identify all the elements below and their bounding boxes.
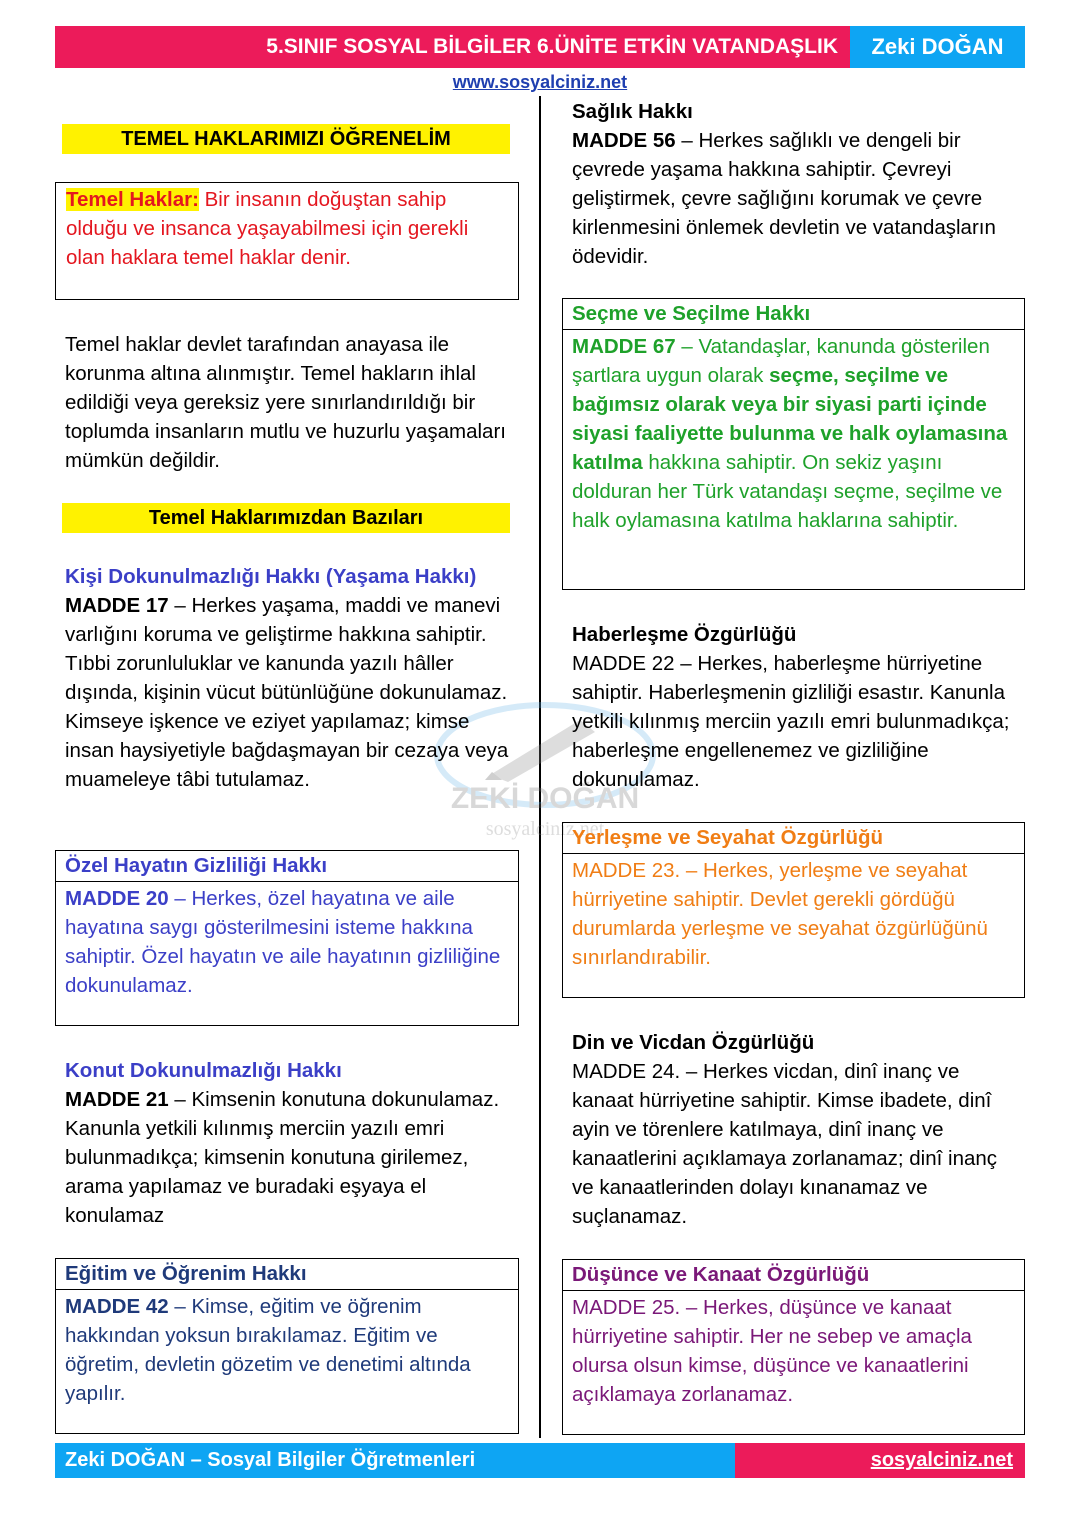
secme-title: Seçme ve Seçilme Hakkı <box>563 299 1024 330</box>
egitim-body <box>56 1290 518 1410</box>
dusunce-title: Düşünce ve Kanaat Özgürlüğü <box>563 1260 1024 1291</box>
watermark-site: sosyalciniz.net <box>485 818 605 840</box>
yerlesme-box <box>562 822 1025 998</box>
saglik-madde: MADDE 56 <box>572 129 676 152</box>
intro-paragraph: Temel haklar devlet tarafından anayasa ile korunma altına alınmıştır. Temel hakların ihlal edildiği veya gereksiz yere sınırlandırıldığı bir toplumda insanların mutlu ve huzurlu yaşamaları mümkün değildir. <box>65 333 506 472</box>
konut-section <box>65 1056 515 1230</box>
secme-text1: – Vatandaşlar, kanunda gösterilen şartlara uygun olarak <box>572 335 990 387</box>
secme-box <box>562 298 1025 590</box>
saglik-body <box>572 126 1020 271</box>
secme-body <box>563 330 1024 537</box>
kisi-text: – Herkes yaşama, maddi ve manevi varlığını koruma ve geliştirme hakkına sahiptir. Tıbbi zorunluluklar ve kanunda yazılı hâller dışında, kişinin vücut bütünlüğüne dokunulamaz. Kimseye işkence ve eziyet yapılamaz; kimse insan haysiyetiyle bağdaşmayan bir cezaya veya muameleye tâbi tutulamaz. <box>65 594 509 791</box>
definition-body: Bir insanın doğuştan sahip olduğu ve insanca yaşayabilmesi için gerekli olan haklara temel haklar denir. <box>66 188 469 269</box>
watermark-name: ZEKİ DOĞAN <box>450 782 640 815</box>
saglik-section <box>572 97 1020 271</box>
haber-section <box>572 620 1020 794</box>
egitim-madde: MADDE 42 <box>65 1295 169 1318</box>
din-text: MADDE 24. – Herkes vicdan, dinî inanç ve kanaat hürriyetine sahiptir. Kimse ibadete, dinî ayin ve törenlere katılmaya, dinî inanç ve kanaatlerini açıklamaya zorlanamaz; dinî inanç ve kanaatlerinden dolayı kınanamaz ve suçlanamaz. <box>572 1060 998 1228</box>
konut-title: Konut Dokunulmazlığı Hakkı <box>65 1059 342 1082</box>
dusunce-text: MADDE 25. – Herkes, düşünce ve kanaat hürriyetine sahiptir. Her ne sebep ve amaçla olursa olsun kimse, düşünce ve kanaatlerini açıklamaya zorlanamaz. <box>572 1296 972 1406</box>
definition-term: Temel Haklar: <box>66 188 199 211</box>
dusunce-box <box>562 1259 1025 1435</box>
header-title: 5.SINIF SOSYAL BİLGİLER 6.ÜNİTE ETKİN VATANDAŞLIK <box>55 26 850 68</box>
konut-madde: MADDE 21 <box>65 1088 169 1111</box>
kisi-title: Kişi Dokunulmazlığı Hakkı (Yaşama Hakkı) <box>65 565 477 588</box>
website-link[interactable]: www.sosyalciniz.net <box>452 72 628 92</box>
secme-bold: seçme, seçilme ve bağımsız olarak veya bir siyasi parti içinde siyasi faaliyette bulunma ve halk oylamasına katılma <box>572 364 1008 474</box>
ozel-madde: MADDE 20 <box>65 887 169 910</box>
egitim-text: – Kimse, eğitim ve öğrenim hakkından yoksun bırakılamaz. Eğitim ve öğretim, devletin gözetim ve denetimi altında yapılır. <box>65 1295 471 1405</box>
yerlesme-title: Yerleşme ve Seyahat Özgürlüğü <box>563 823 1024 854</box>
kisi-body <box>65 591 515 794</box>
ozel-title: Özel Hayatın Gizliliği Hakkı <box>56 851 518 882</box>
yerlesme-text: MADDE 23. – Herkes, yerleşme ve seyahat hürriyetine sahiptir. Devlet gerekli gördüğü durumlarda yerleşme ve seyahat özgürlüğünü sınırlandırabilir. <box>572 859 988 969</box>
haber-text: MADDE 22 – Herkes, haberleşme hürriyetine sahiptir. Haberleşmenin gizliliği esastır. Kanunla yetkili kılınmış merciin yazılı emri bulunmadıkça; haberleşme engellenemez ve gizliliğine dokunulamaz. <box>572 652 1010 791</box>
ozel-box <box>55 850 519 1026</box>
din-section <box>572 1028 1020 1231</box>
ozel-text: – Herkes, özel hayatına ve aile hayatına saygı gösterilmesini isteme hakkına sahiptir. Özel hayatın ve aile hayatının gizliliğine dokunulamaz. <box>65 887 501 997</box>
saglik-title: Sağlık Hakkı <box>572 100 693 123</box>
ozel-body <box>56 882 518 1002</box>
definition-text <box>56 183 518 274</box>
egitim-title: Eğitim ve Öğrenim Hakkı <box>56 1259 518 1290</box>
definition-box <box>55 182 519 300</box>
konut-text: – Kimsenin konutuna dokunulamaz. Kanunla yetkili kılınmış merciin yazılı emri bulunmadıkça; kimsenin konutuna girilemez, arama yapılamaz ve buradaki eşyaya el konulamaz <box>65 1088 500 1227</box>
footer-site-link[interactable]: sosyalciniz.net <box>735 1443 1025 1478</box>
secme-madde: MADDE 67 <box>572 335 676 358</box>
haber-title: Haberleşme Özgürlüğü <box>572 623 797 646</box>
secme-text2: hakkına sahiptir. On sekiz yaşını dolduran her Türk vatandaşı seçme, seçilme ve halk oylamasına katılma haklarına sahiptir. <box>572 451 1003 532</box>
section-title-bazilari: Temel Haklarımızdan Bazıları <box>62 503 510 533</box>
saglik-text: – Herkes sağlıklı ve dengeli bir çevrede yaşama hakkına sahiptir. Çevreyi geliştirmek, çevre sağlığını korumak ve çevre kirlenmesini önlemek devletin ve vatandaşların ödevidir. <box>572 129 996 268</box>
konut-body <box>65 1085 515 1230</box>
kisi-madde: MADDE 17 <box>65 594 169 617</box>
footer-author: Zeki DOĞAN – Sosyal Bilgiler Öğretmenleri <box>55 1443 735 1478</box>
section-title-temel-haklar: TEMEL HAKLARIMIZI ÖĞRENELİM <box>62 124 510 154</box>
din-title: Din ve Vicdan Özgürlüğü <box>572 1031 815 1054</box>
kisi-section <box>65 562 515 794</box>
egitim-box <box>55 1258 519 1434</box>
header-author: Zeki DOĞAN <box>850 26 1025 68</box>
